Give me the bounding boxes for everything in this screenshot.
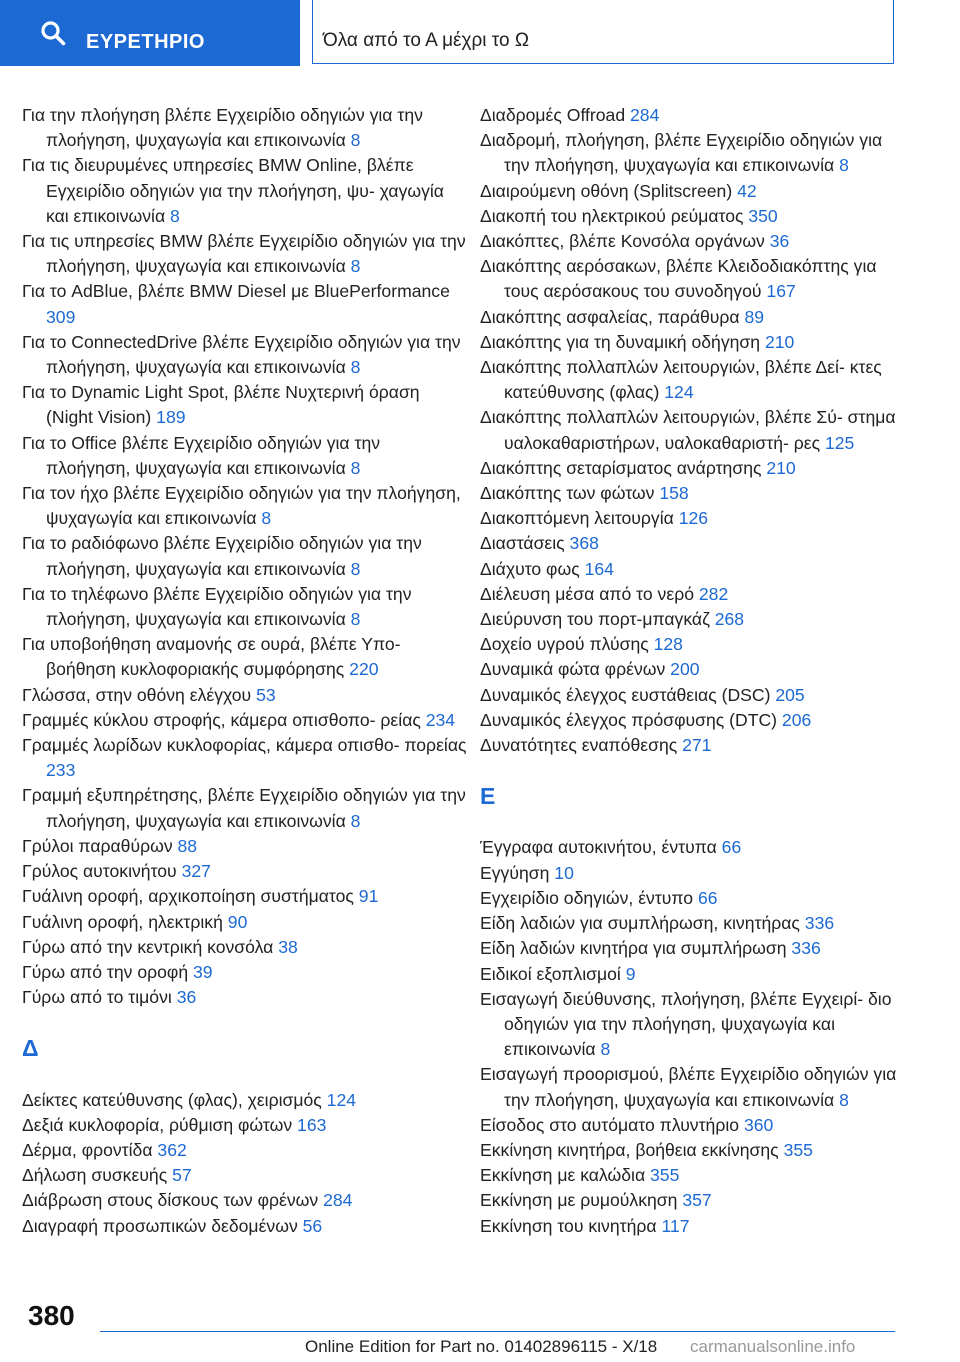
page-link[interactable]: 164: [584, 558, 614, 579]
entry-text: Διακόπτης ασφαλείας, παράθυρα: [480, 306, 740, 327]
entry-text: Γυάλινη οροφή, ηλεκτρική: [22, 911, 223, 932]
page-link[interactable]: 8: [350, 357, 361, 378]
page-link[interactable]: 200: [670, 659, 700, 680]
index-entry: [480, 481, 900, 506]
entry-text: Διαγραφή προσωπικών δεδομένων: [22, 1215, 298, 1236]
index-entry: [22, 481, 467, 531]
index-entry: [22, 380, 467, 430]
entry-text: Για υποβοήθηση αναμονής σε ουρά, βλέπε Υπο- βοήθηση κυκλοφοριακής συμφόρησης: [22, 634, 401, 680]
page-link[interactable]: 89: [744, 306, 765, 327]
entry-text: Για τον ήχο βλέπε Εγχειρίδιο οδηγιών για την πλοήγηση, ψυχαγωγία και επικοινωνία: [22, 483, 461, 529]
page-link[interactable]: 57: [172, 1165, 192, 1186]
entry-text: Είσοδος στο αυτόματο πλυντήριο: [480, 1114, 740, 1135]
page-link[interactable]: 158: [659, 483, 689, 504]
index-entry: [22, 229, 467, 279]
page-link[interactable]: 36: [769, 231, 790, 252]
index-entry: [480, 330, 900, 355]
entry-text: Διάχυτο φως: [480, 558, 580, 579]
index-entry: [22, 1163, 467, 1188]
entry-text: Διακόπτης πολλαπλών λειτουργιών, βλέπε Δεί- κτες κατεύθυνσης (φλας): [480, 357, 882, 403]
entry-text: Εκκίνηση με καλώδια: [480, 1165, 646, 1186]
index-entry: [22, 531, 467, 581]
index-entry: [480, 506, 900, 531]
index-entry: [480, 936, 900, 961]
breadcrumb[interactable]: [312, 0, 894, 64]
page-link[interactable]: 8: [170, 205, 180, 226]
search-icon: [40, 20, 66, 46]
index-entry: [480, 886, 900, 911]
index-entry: [22, 1113, 467, 1138]
page-link[interactable]: 36: [176, 987, 197, 1008]
index-entry: [22, 279, 467, 329]
section-letter: Ε: [480, 783, 496, 810]
page-link[interactable]: 90: [227, 911, 248, 932]
page-link[interactable]: 210: [766, 457, 796, 478]
index-entry: [22, 985, 467, 1010]
entry-text: Γύρω από το τιμόνι: [22, 987, 172, 1008]
page-link[interactable]: 271: [682, 735, 712, 756]
page-number: 380: [28, 1300, 75, 1331]
entry-text: Για τις διευρυμένες υπηρεσίες BMW Online, βλέπε Εγχειρίδιο οδηγιών για την πλοήγηση, ψυ- χαγωγία και επικοινωνία: [22, 155, 444, 226]
index-entry: [22, 708, 467, 733]
index-tab-label: ΕΥΡΕΤΗΡΙΟ: [86, 31, 205, 53]
index-entry: [480, 1214, 900, 1239]
entry-text: Διακόπτης πολλαπλών λειτουργιών, βλέπε Σύ- στημα υαλοκαθαριστήρων, υαλοκαθαριστή- ρες: [480, 407, 896, 453]
page-link[interactable]: 163: [297, 1114, 327, 1135]
entry-text: Γυάλινη οροφή, αρχικοποίηση συστήματος: [22, 886, 354, 907]
index-entry: [22, 1088, 467, 1113]
page-link[interactable]: 309: [46, 306, 76, 327]
entry-text: Για το AdBlue, βλέπε BMW Diesel με BluePerformance: [22, 281, 450, 302]
page-link[interactable]: 8: [261, 508, 272, 529]
page-link[interactable]: 10: [554, 862, 574, 883]
page-link[interactable]: 8: [839, 1089, 849, 1110]
page-link[interactable]: 210: [764, 331, 795, 352]
index-entry: [22, 1188, 467, 1213]
entry-text: Δυναμικός έλεγχος πρόσφυσης (DTC): [480, 709, 778, 730]
entry-text: Είδη λαδιών κινητήρα για συμπλήρωση: [480, 938, 787, 959]
index-entry: [480, 305, 900, 330]
entry-text: Γρύλοι παραθύρων: [22, 835, 173, 856]
index-entry: [480, 582, 900, 607]
entry-text: Διακοπτόμενη λειτουργία: [480, 508, 674, 529]
breadcrumb-label: Όλα από το Α μέχρι το Ω: [323, 30, 530, 51]
entry-text: Διαδρομές Offroad: [480, 105, 626, 125]
entry-text: Δυνατότητες εναπόθεσης: [480, 735, 678, 756]
page-link[interactable]: 355: [650, 1165, 680, 1186]
page-link[interactable]: 8: [350, 256, 361, 277]
index-entry: [22, 153, 467, 229]
entry-text: Είδη λαδιών για συμπλήρωση, κινητήρας: [480, 913, 800, 934]
entry-text: Γραμμές λωρίδων κυκλοφορίας, κάμερα οπισθο- πορείας: [22, 735, 467, 756]
page-link[interactable]: 220: [349, 659, 379, 680]
footer-divider: [100, 1331, 895, 1332]
entry-text: Γραμμή εξυπηρέτησης, βλέπε Εγχειρίδιο οδηγιών για την πλοήγηση, ψυχαγωγία και επικοινωνία: [22, 785, 466, 831]
entry-text: Εισαγωγή προορισμού, βλέπε Εγχειρίδιο οδηγιών για την πλοήγηση, ψυχαγωγία και επικοινωνία: [480, 1064, 897, 1110]
index-entry: [22, 783, 467, 833]
index-entry: [480, 557, 900, 582]
page-link[interactable]: 8: [350, 558, 361, 579]
entry-text: Διακόπτης για τη δυναμική οδήγηση: [480, 331, 761, 352]
index-entry: [22, 1138, 467, 1163]
section-letter: Δ: [22, 1035, 39, 1062]
index-entry: [480, 179, 900, 204]
entry-text: Διέλευση μέσα από το νερό: [480, 583, 694, 604]
page-link[interactable]: 124: [664, 382, 694, 403]
entry-text: Διαδρομή, πλοήγηση, βλέπε Εγχειρίδιο οδηγιών για την πλοήγηση, ψυχαγωγία και επικοινωνία: [480, 130, 883, 176]
entry-text: Δείκτες κατεύθυνσης (φλας), χειρισμός: [22, 1089, 322, 1110]
index-entry: [480, 962, 900, 987]
index-entry: [480, 987, 900, 1063]
page-link[interactable]: 8: [839, 155, 849, 176]
index-entry: [480, 1138, 900, 1163]
index-entry: [480, 456, 900, 481]
page-link[interactable]: 91: [358, 886, 379, 907]
index-column-right: [480, 103, 900, 1239]
entry-text: Για το ConnectedDrive βλέπε Εγχειρίδιο οδηγιών για την πλοήγηση, ψυχαγωγία και επικοινωνία: [22, 331, 461, 378]
index-entry: [480, 657, 900, 682]
page-link[interactable]: 206: [781, 709, 812, 730]
page-link[interactable]: 66: [721, 837, 742, 858]
index-entry: [480, 1188, 900, 1213]
page-link[interactable]: 167: [766, 281, 796, 302]
page-link[interactable]: 284: [630, 105, 660, 125]
page-link[interactable]: 327: [181, 861, 211, 882]
page-link[interactable]: 284: [323, 1190, 353, 1211]
index-entry: [480, 911, 900, 936]
index-entry: [22, 733, 467, 783]
entry-text: Εκκίνηση του κινητήρα: [480, 1215, 657, 1236]
page-link[interactable]: 8: [350, 810, 361, 831]
page-link[interactable]: 336: [804, 913, 835, 934]
index-entry: [480, 708, 900, 733]
entry-text: Για το τηλέφωνο βλέπε Εγχειρίδιο οδηγιών για την πλοήγηση, ψυχαγωγία και επικοινωνία: [22, 583, 412, 630]
index-entry: [22, 834, 467, 859]
top-bar: [0, 0, 960, 68]
index-entry: [480, 204, 900, 229]
index-entry: [480, 531, 900, 556]
index-entry: [480, 405, 900, 455]
entry-text: Εκκίνηση κινητήρα, βοήθεια εκκίνησης: [480, 1139, 779, 1160]
page-link[interactable]: 42: [737, 180, 757, 201]
index-entry: [480, 835, 900, 860]
index-entry: [480, 683, 900, 708]
entry-text: Διακόπτες, βλέπε Κονσόλα οργάνων: [480, 231, 765, 252]
entry-text: Εγχειρίδιο οδηγιών, έντυπο: [480, 887, 694, 908]
entry-text: Γρύλος αυτοκινήτου: [22, 861, 177, 882]
index-entry: [480, 861, 900, 886]
page-link[interactable]: 117: [661, 1215, 690, 1236]
index-entry: [480, 632, 900, 657]
entry-text: Διακόπτης σεταρίσματος ανάρτησης: [480, 457, 762, 478]
index-entry: [22, 884, 467, 909]
index-entry: [480, 355, 900, 405]
index-search-tab[interactable]: [0, 0, 300, 66]
index-entry: [480, 733, 900, 758]
entry-text: Εισαγωγή διεύθυνσης, πλοήγηση, βλέπε Εγχειρί- διο οδηγιών για την πλοήγηση, ψυχαγωγία και επικοινωνία: [480, 988, 892, 1060]
entry-text: Για τις υπηρεσίες BMW βλέπε Εγχειρίδιο οδηγιών για την πλοήγηση, ψυχαγωγία και επικοινωνία: [22, 231, 466, 277]
index-column-left: [22, 103, 467, 1239]
page-link[interactable]: 205: [775, 684, 805, 705]
page-link[interactable]: 355: [783, 1139, 813, 1160]
entry-text: Διάβρωση στους δίσκους των φρένων: [22, 1190, 319, 1211]
index-entry: [22, 683, 467, 708]
entry-text: Δοχείο υγρού πλύσης: [480, 634, 649, 655]
index-entry: [480, 103, 900, 128]
watermark: carmanualsonline.info: [690, 1337, 856, 1356]
index-entry: [22, 910, 467, 935]
entry-text: Εκκίνηση με ρυμούλκηση: [480, 1190, 678, 1211]
page-link[interactable]: 8: [600, 1039, 611, 1060]
page-link[interactable]: 125: [824, 432, 855, 453]
index-entry: [480, 254, 900, 304]
page-link[interactable]: 53: [256, 684, 276, 705]
edition-text: Online Edition for Part no. 01402896115 - X/18: [305, 1337, 658, 1356]
index-entry: [480, 1113, 900, 1138]
entry-text: Γύρω από την κεντρική κονσόλα: [22, 936, 274, 957]
page-link[interactable]: 189: [156, 407, 186, 428]
entry-text: Για το ραδιόφωνο βλέπε Εγχειρίδιο οδηγιών για την πλοήγηση, ψυχαγωγία και επικοινωνία: [22, 533, 422, 579]
entry-text: Γραμμές κύκλου στροφής, κάμερα οπισθοπο- ρείας: [22, 709, 421, 730]
page-link[interactable]: 8: [350, 457, 361, 478]
entry-text: Διακόπτης αερόσακων, βλέπε Κλειδοδιακόπτης για τους αερόσακους του συνοδηγού: [480, 256, 877, 302]
page-link[interactable]: 128: [653, 634, 683, 655]
entry-text: Διαστάσεις: [480, 533, 565, 554]
entry-text: Έγγραφα αυτοκινήτου, έντυπα: [480, 837, 717, 858]
page-link[interactable]: 268: [714, 609, 745, 630]
page-link[interactable]: 336: [791, 938, 821, 959]
page-link[interactable]: 126: [678, 508, 709, 529]
entry-text: Διακοπή του ηλεκτρικού ρεύματος: [480, 205, 744, 226]
page-link[interactable]: 362: [157, 1139, 187, 1160]
page-link[interactable]: 88: [177, 835, 198, 856]
index-entry: [480, 229, 900, 254]
entry-text: Δυναμικά φώτα φρένων: [480, 659, 666, 680]
index-entry: [22, 632, 467, 682]
index-entry: [480, 128, 900, 178]
page-link[interactable]: 39: [193, 961, 213, 982]
entry-text: Γλώσσα, στην οθόνη ελέγχου: [22, 684, 252, 705]
index-entry: [22, 103, 467, 153]
index-entry: [22, 330, 467, 380]
page-link[interactable]: 282: [698, 583, 729, 604]
index-entry: [22, 582, 467, 632]
index-entry: [22, 431, 467, 481]
entry-text: Εγγύηση: [480, 862, 550, 883]
page-link[interactable]: 8: [350, 130, 361, 151]
page-link[interactable]: 9: [625, 963, 636, 984]
page-link[interactable]: 360: [743, 1114, 774, 1135]
index-entry: [22, 935, 467, 960]
entry-text: Διαιρούμενη οθόνη (Splitscreen): [480, 180, 733, 201]
page-link[interactable]: 233: [46, 760, 76, 781]
entry-text: Δυναμικός έλεγχος ευστάθειας (DSC): [480, 684, 771, 705]
page-link[interactable]: 357: [682, 1190, 712, 1211]
entry-text: Διεύρυνση του πορτ-μπαγκάζ: [480, 609, 710, 630]
entry-text: Διακόπτης των φώτων: [480, 483, 655, 504]
page-link[interactable]: 350: [748, 205, 778, 226]
entry-text: Ειδικοί εξοπλισμοί: [480, 963, 621, 984]
page-link[interactable]: 66: [697, 887, 718, 908]
entry-text: Δεξιά κυκλοφορία, ρύθμιση φώτων: [22, 1114, 293, 1135]
entry-text: Δέρμα, φροντίδα: [22, 1139, 153, 1160]
entry-text: Για το Office βλέπε Εγχειρίδιο οδηγιών για την πλοήγηση, ψυχαγωγία και επικοινωνία: [22, 432, 381, 478]
page-link[interactable]: 38: [278, 936, 298, 957]
page-link[interactable]: 124: [326, 1089, 357, 1110]
entry-text: Για την πλοήγηση βλέπε Εγχειρίδιο οδηγιών για την πλοήγηση, ψυχαγωγία και επικοινωνία: [22, 105, 423, 151]
entry-text: Γύρω από την οροφή: [22, 961, 189, 982]
index-entry: [22, 960, 467, 985]
entry-text: Για το Dynamic Light Spot, βλέπε Νυχτερινή όραση (Night Vision): [22, 382, 420, 428]
index-entry: [22, 1214, 467, 1239]
page-link[interactable]: 368: [569, 533, 599, 554]
page-link[interactable]: 56: [302, 1215, 323, 1236]
page-link[interactable]: 8: [350, 609, 361, 630]
index-entry: [22, 859, 467, 884]
index-entry: [480, 1163, 900, 1188]
index-entry: [480, 1062, 900, 1112]
entry-text: Δήλωση συσκευής: [22, 1165, 168, 1186]
index-entry: [480, 607, 900, 632]
page-link[interactable]: 234: [425, 709, 456, 730]
